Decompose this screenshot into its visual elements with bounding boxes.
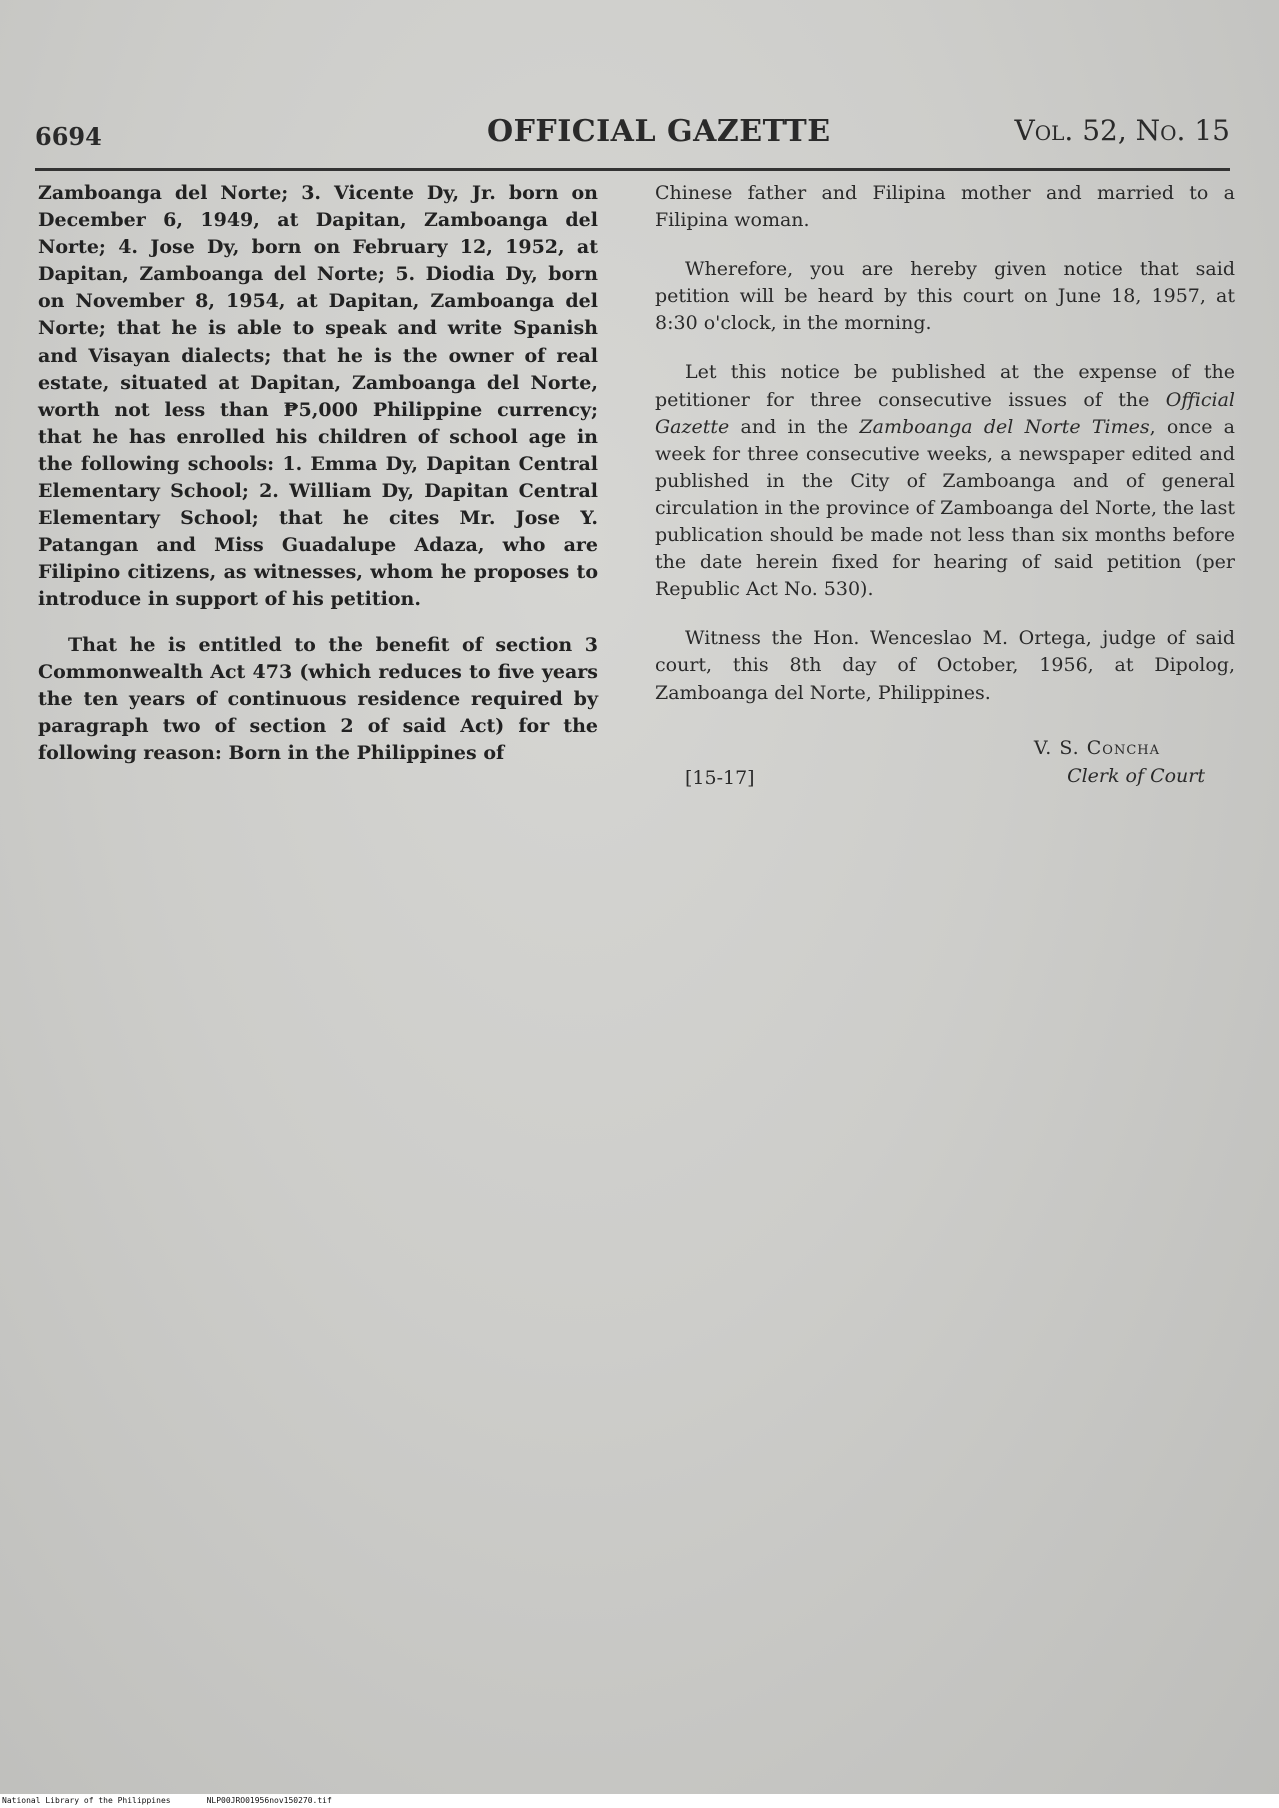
right-paragraph-3 [655, 359, 1235, 603]
issue-series: [15-17] [685, 766, 755, 789]
right-column [655, 180, 1235, 795]
clerk-title: Clerk of Court [1067, 764, 1205, 787]
publication-text-a: Let this notice be published at the expense of the petitioner for three consecutive issues of the [655, 361, 1235, 411]
volume-issue: Vol. 52, No. 15 [1014, 114, 1230, 147]
page-header [35, 112, 1230, 152]
scan-footer [0, 1794, 1279, 1808]
page-number: 6694 [35, 122, 102, 151]
header-rule [35, 168, 1230, 171]
right-paragraph-1: Chinese father and Filipina mother and married to a Filipina woman. [655, 182, 1235, 232]
clerk-name: V. S. Concha [1033, 736, 1160, 759]
left-column [38, 180, 598, 785]
publication-title: OFFICIAL GAZETTE [487, 114, 831, 149]
left-paragraph-2: That he is entitled to the benefit of section 3 Commonwealth Act 473 (which reduces to five years the ten years of continuous residence required by paragraph two of section 2 of said Act) for the following reason: Born in the Philippines of [38, 633, 598, 764]
signature-block [655, 735, 1235, 795]
library-credit: National Library of the Philippines [2, 1796, 171, 1805]
left-paragraph-1: Zamboanga del Norte; 3. Vicente Dy, Jr. born on December 6, 1949, at Dapitan, Zamboanga del Norte; 4. Jose Dy, born on February 12, 1952, at Dapitan, Zamboanga del Norte; 5. Diodia Dy, born on November 8, 1954, at Dapitan, Zamboanga del Norte; that he is able to speak and write Spanish and Visayan dialects; that he is the owner of real estate, situated at Dapitan, Zamboanga del Norte, worth not less than ₱5,000 Philippine currency; that he has enrolled his children of school age in the following schools: 1. Emma Dy, Dapitan Central Elementary School; 2. William Dy, Dapitan Central Elementary School; that he cites Mr. Jose Y. Patangan and Miss Guadalupe Adaza, who are Filipino citizens, as witnesses, whom he proposes to introduce in support of his petition. [38, 182, 598, 611]
gazette-name: Official Gazette [655, 388, 1236, 438]
right-paragraph-2: Wherefore, you are hereby given notice that said petition will be heard by this court on June 18, 1957, at 8:30 o'clock, in the morning. [655, 258, 1235, 335]
publication-text-c: , once a week for three consecutive weeks, a newspaper edited and published in the City of Zamboanga and of general circulation in the province of Zamboanga del Norte, the last publication should be made not less than six months before the date herein fixed for hearing of said petition (per Republic Act No. 530). [655, 415, 1236, 601]
newspaper-name: Zamboanga del Norte Times [859, 415, 1150, 438]
scan-filename: NLP00JRO01956nov150270.tif [206, 1796, 332, 1805]
right-paragraph-4: Witness the Hon. Wenceslao M. Ortega, judge of said court, this 8th day of October, 1956, at Dipolog, Zamboanga del Norte, Philippines. [655, 627, 1235, 704]
publication-text-b: and in the [740, 415, 849, 438]
